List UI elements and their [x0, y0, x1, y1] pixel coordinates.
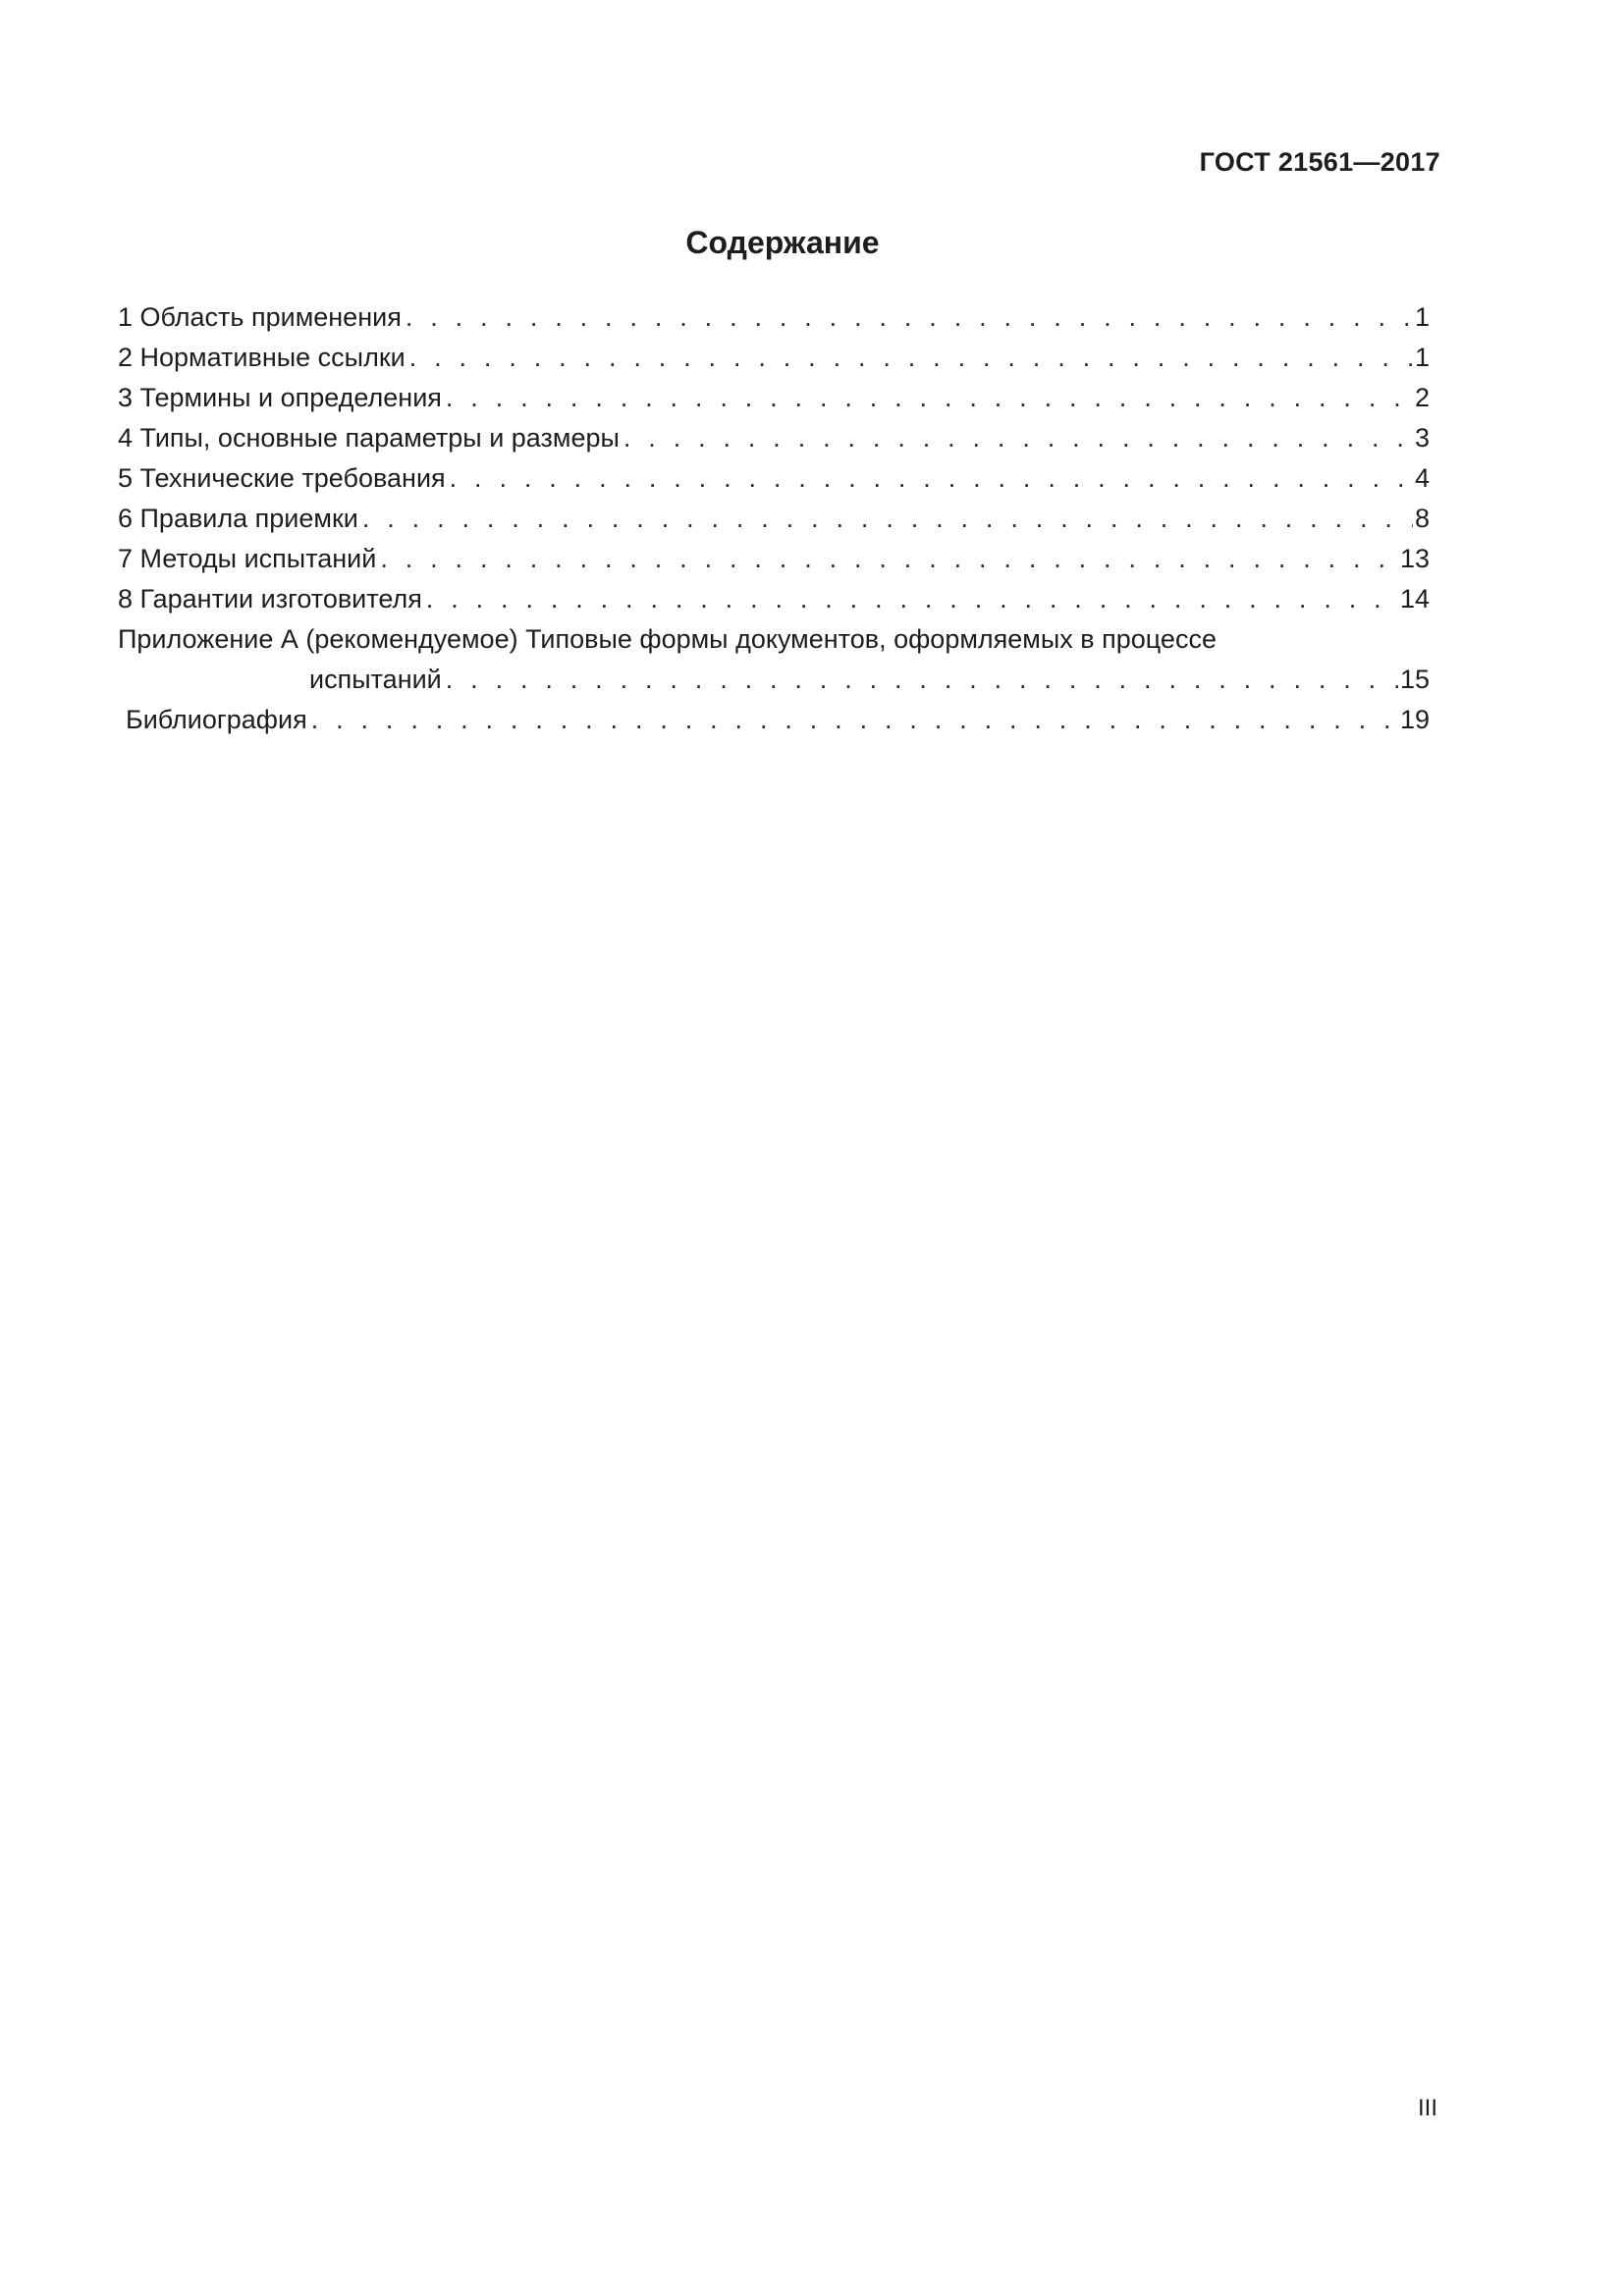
toc-entry-5[interactable]: [118, 458, 1430, 499]
toc-entry-3[interactable]: [118, 378, 1430, 418]
toc-entry-1[interactable]: [118, 297, 1430, 338]
dot-leader: [380, 539, 1398, 579]
toc-entry-page: 19: [1399, 705, 1430, 734]
toc-entry-page: 1: [1414, 302, 1430, 332]
toc-entry-label: 8 Гарантии изготовителя: [118, 584, 422, 614]
toc-entry-page: 3: [1414, 423, 1430, 453]
toc-entry-label: Библиография: [126, 705, 307, 734]
toc-entry-page: 4: [1414, 463, 1430, 493]
toc-entry-6[interactable]: [118, 499, 1430, 539]
toc-entry-page: 13: [1399, 544, 1430, 573]
toc-entry-7[interactable]: [118, 539, 1430, 579]
toc-appendix-line1: Приложение А (рекомендуемое) Типовые формы документов, оформляемых в процессе: [118, 624, 1217, 654]
table-of-contents: [118, 297, 1430, 740]
dot-leader: [426, 579, 1398, 619]
dot-leader: [409, 338, 1413, 378]
toc-entry-page: 14: [1399, 584, 1430, 614]
dot-leader: [311, 700, 1398, 740]
toc-entry-label: 2 Нормативные ссылки: [118, 343, 406, 372]
toc-entry-label: 3 Термины и определения: [118, 383, 442, 412]
toc-entry-label: 5 Технические требования: [118, 463, 446, 493]
toc-entry-8[interactable]: [118, 579, 1430, 619]
dot-leader: [623, 418, 1413, 458]
toc-entry-label: 4 Типы, основные параметры и размеры: [118, 423, 620, 453]
toc-entry-page: 2: [1414, 383, 1430, 412]
toc-entry-page: 15: [1399, 665, 1430, 694]
dot-leader: [450, 458, 1413, 499]
toc-entry-4[interactable]: [118, 418, 1430, 458]
dot-leader: [362, 499, 1413, 539]
toc-title: Содержание: [685, 225, 880, 260]
toc-entry-appendix-a[interactable]: [118, 619, 1430, 700]
toc-appendix-line2: испытаний: [309, 665, 442, 694]
toc-entry-page: 1: [1414, 343, 1430, 372]
toc-entry-2[interactable]: [118, 338, 1430, 378]
toc-entry-page: 8: [1414, 504, 1430, 533]
toc-entry-label: 1 Область применения: [118, 302, 402, 332]
dot-leader: [446, 660, 1398, 700]
document-code: ГОСТ 21561—2017: [1199, 147, 1440, 177]
dot-leader: [446, 378, 1413, 418]
toc-entry-label: 7 Методы испытаний: [118, 544, 377, 573]
dot-leader: [406, 297, 1413, 338]
toc-entry-bibliography[interactable]: [118, 700, 1430, 740]
toc-entry-label: 6 Правила приемки: [118, 504, 358, 533]
page-number: III: [1417, 2095, 1437, 2121]
